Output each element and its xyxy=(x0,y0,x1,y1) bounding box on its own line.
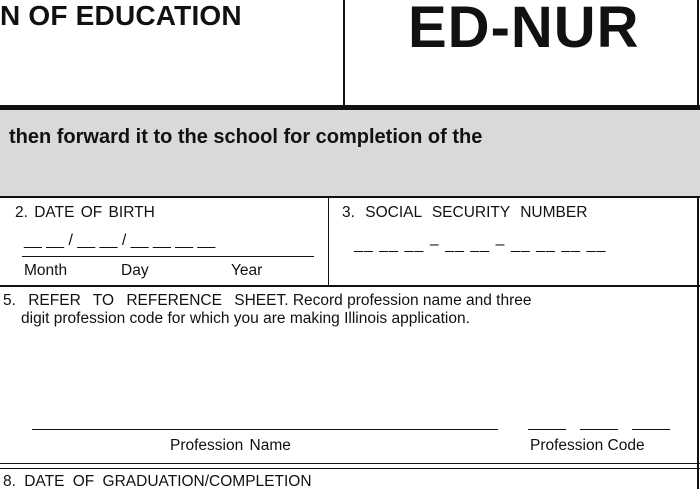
agency-title: N OF EDUCATION xyxy=(0,0,242,31)
dob-month-label: Month xyxy=(24,262,68,279)
dob-day-label: Day xyxy=(121,262,149,279)
row-rule-after-profession-2 xyxy=(0,468,700,469)
profession-instructions xyxy=(3,292,693,328)
header-right-border xyxy=(697,0,699,107)
ssn-label: 3. SOCIAL SECURITY NUMBER xyxy=(342,204,588,221)
banner-bottom-rule xyxy=(0,196,700,198)
dob-ssn-divider xyxy=(328,198,329,286)
refer-heading: 5. REFER TO REFERENCE SHEET. xyxy=(3,292,289,309)
dob-label: 2. DATE OF BIRTH xyxy=(15,204,155,221)
profession-name-label: Profession Name xyxy=(170,437,291,454)
dob-blanks-field[interactable]: __ __ / __ __ / __ __ __ __ xyxy=(24,232,216,249)
instruction-banner xyxy=(0,110,700,196)
refer-text-line1: Record profession name and three xyxy=(292,292,532,309)
profession-name-line[interactable] xyxy=(32,429,498,430)
ssn-blanks-field[interactable]: __ __ __ – __ __ – __ __ __ __ xyxy=(354,236,607,253)
profession-code-blank-3[interactable] xyxy=(632,429,670,430)
graduation-date-label: 8. DATE OF GRADUATION/COMPLETION xyxy=(3,473,312,490)
right-border xyxy=(697,198,699,489)
profession-code-label: Profession Code xyxy=(530,437,645,454)
row-rule-after-profession xyxy=(0,463,700,464)
banner-text: then forward it to the school for completion of the xyxy=(9,126,483,148)
form-code: ED-NUR xyxy=(408,0,640,60)
dob-underline xyxy=(22,256,314,257)
header-vertical-divider xyxy=(343,0,345,107)
dob-year-label: Year xyxy=(231,262,263,279)
row-rule-after-dob xyxy=(0,285,700,287)
profession-code-blank-1[interactable] xyxy=(528,429,566,430)
profession-code-blank-2[interactable] xyxy=(580,429,618,430)
refer-text-line2: digit profession code for which you are making Illinois application. xyxy=(21,309,470,327)
